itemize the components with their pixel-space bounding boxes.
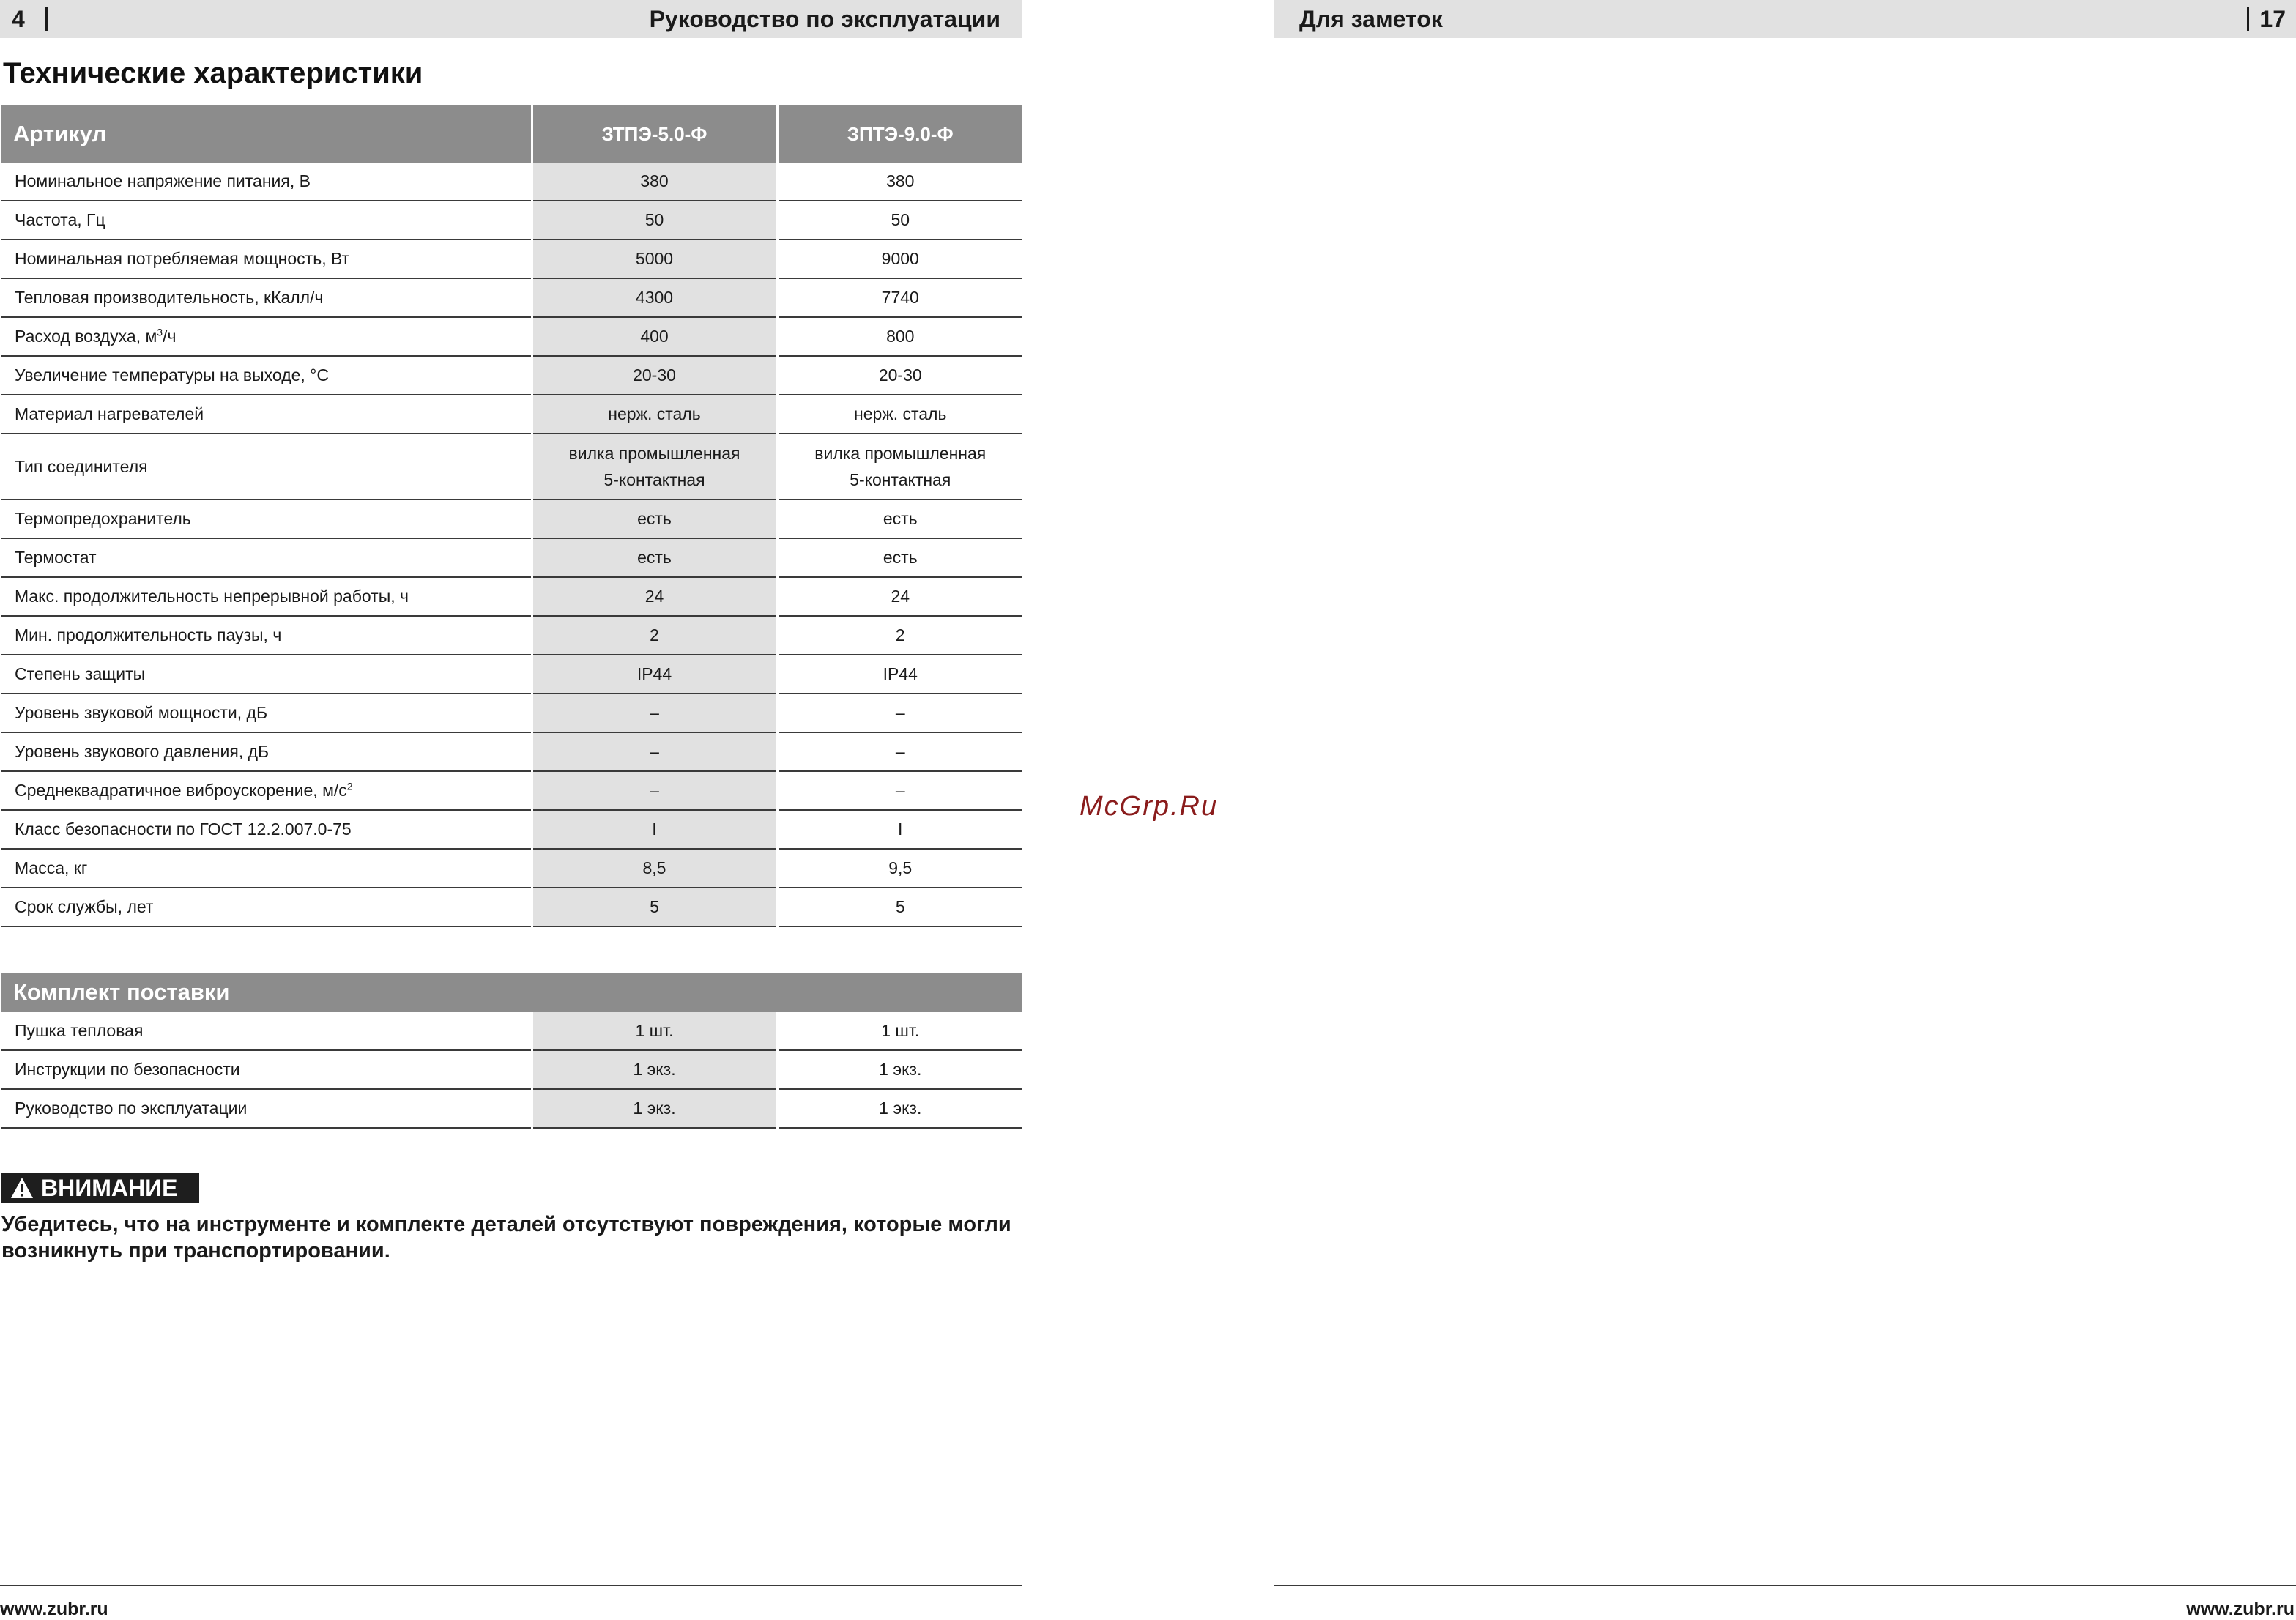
spec-name: Увеличение температуры на выходе, °C <box>1 356 532 395</box>
warning-icon <box>10 1176 34 1206</box>
kit-title: Комплект поставки <box>1 973 1022 1012</box>
spec-name <box>1 771 532 810</box>
header-title: Для заметок <box>1299 6 1443 32</box>
spec-value: 50 <box>777 201 1022 239</box>
spec-value: есть <box>777 538 1022 577</box>
spec-name: Термостат <box>1 538 532 577</box>
spec-value: – <box>777 732 1022 771</box>
spec-name-suffix: /ч <box>163 327 177 346</box>
spec-value: – <box>532 694 777 732</box>
table-row <box>1 1012 1022 1050</box>
header-title: Руководство по эксплуатации <box>649 6 1000 32</box>
table-row <box>1 577 1022 616</box>
table-row <box>1 278 1022 317</box>
table-row <box>1 771 1022 810</box>
article-header: Артикул <box>1 105 532 163</box>
spec-name: Уровень звуковой мощности, дБ <box>1 694 532 732</box>
spec-value: – <box>777 771 1022 810</box>
spec-value: 2 <box>777 616 1022 655</box>
kit-table-header <box>1 973 1022 1012</box>
spec-value: 5 <box>532 888 777 926</box>
spec-name: Масса, кг <box>1 849 532 888</box>
spec-name: Номинальная потребляемая мощность, Вт <box>1 239 532 278</box>
warning-text: Убедитесь, что на инструменте и комплекте деталей отсутствуют повреждения, которые могли возникнуть при транспортировании. <box>1 1213 1011 1263</box>
table-row <box>1 616 1022 655</box>
table-row <box>1 317 1022 356</box>
spec-name: Частота, Гц <box>1 201 532 239</box>
spec-value: – <box>532 771 777 810</box>
spec-value: I <box>532 810 777 849</box>
specs-table <box>1 105 1022 927</box>
table-row <box>1 810 1022 849</box>
page-header <box>1274 0 2296 38</box>
footer-url: www.zubr.ru <box>2186 1599 2295 1619</box>
section-title: Технические характеристики <box>3 57 423 89</box>
header-separator <box>2247 7 2249 31</box>
spec-value: 24 <box>532 577 777 616</box>
table-row <box>1 395 1022 434</box>
spec-value: 380 <box>532 163 777 201</box>
spec-value <box>777 434 1022 499</box>
spec-value: – <box>777 694 1022 732</box>
kit-item-qty: 1 экз. <box>777 1050 1022 1089</box>
spec-value: есть <box>532 499 777 538</box>
kit-table <box>1 973 1022 1129</box>
table-row <box>1 163 1022 201</box>
model-header-2: ЗПТЭ-9.0-Ф <box>777 105 1022 163</box>
table-row <box>1 655 1022 694</box>
table-row <box>1 239 1022 278</box>
spec-value: 50 <box>532 201 777 239</box>
kit-item-qty: 1 шт. <box>777 1012 1022 1050</box>
superscript: 3 <box>157 326 163 338</box>
spec-value-line: 5-контактная <box>850 470 951 489</box>
spec-name: Срок службы, лет <box>1 888 532 926</box>
footer-divider <box>1274 1585 2296 1586</box>
spec-value: есть <box>532 538 777 577</box>
spec-name: Тип соединителя <box>1 434 532 499</box>
spec-name: Термопредохранитель <box>1 499 532 538</box>
spec-value: 2 <box>532 616 777 655</box>
specs-table-header <box>1 105 1022 163</box>
spec-value: 20-30 <box>532 356 777 395</box>
spec-name: Макс. продолжительность непрерывной работы, ч <box>1 577 532 616</box>
spec-name: Мин. продолжительность паузы, ч <box>1 616 532 655</box>
spec-value: 20-30 <box>777 356 1022 395</box>
model-header-1: ЗТПЭ-5.0-Ф <box>532 105 777 163</box>
kit-item-qty: 1 экз. <box>532 1089 777 1128</box>
spec-value: I <box>777 810 1022 849</box>
kit-item-name: Пушка тепловая <box>1 1012 532 1050</box>
table-row <box>1 538 1022 577</box>
right-page <box>1274 0 2296 1618</box>
spec-value: 800 <box>777 317 1022 356</box>
table-row <box>1 201 1022 239</box>
spec-value: 5000 <box>532 239 777 278</box>
spec-value: – <box>532 732 777 771</box>
spec-value: 24 <box>777 577 1022 616</box>
table-row <box>1 732 1022 771</box>
spec-value: 8,5 <box>532 849 777 888</box>
spec-value-line: вилка промышленная <box>814 444 987 463</box>
table-row <box>1 356 1022 395</box>
warning-badge <box>1 1173 199 1203</box>
table-row <box>1 888 1022 926</box>
superscript: 2 <box>346 780 353 792</box>
spec-name: Материал нагревателей <box>1 395 532 434</box>
spec-value: 9000 <box>777 239 1022 278</box>
spec-value: нерж. сталь <box>532 395 777 434</box>
spec-value: 4300 <box>532 278 777 317</box>
kit-item-qty: 1 экз. <box>777 1089 1022 1128</box>
page-number: 4 <box>12 6 25 32</box>
spec-name <box>1 317 532 356</box>
left-page <box>0 0 1022 1618</box>
table-row <box>1 1089 1022 1128</box>
spec-value: 5 <box>777 888 1022 926</box>
spec-name: Уровень звукового давления, дБ <box>1 732 532 771</box>
spec-value <box>532 434 777 499</box>
page-number: 17 <box>2259 6 2286 32</box>
spec-value-line: 5-контактная <box>603 470 705 489</box>
warning-label: ВНИМАНИЕ <box>41 1175 178 1201</box>
kit-item-name: Руководство по эксплуатации <box>1 1089 532 1128</box>
footer-url: www.zubr.ru <box>0 1599 108 1619</box>
spec-name: Тепловая производительность, кКалл/ч <box>1 278 532 317</box>
spec-value-line: вилка промышленная <box>568 444 740 463</box>
kit-item-qty: 1 шт. <box>532 1012 777 1050</box>
spec-name-text: Расход воздуха, м <box>15 327 157 346</box>
spec-name: Номинальное напряжение питания, В <box>1 163 532 201</box>
spec-name: Степень защиты <box>1 655 532 694</box>
table-row <box>1 1050 1022 1089</box>
spec-value: IP44 <box>777 655 1022 694</box>
table-row <box>1 434 1022 499</box>
spec-value: 400 <box>532 317 777 356</box>
kit-item-name: Инструкции по безопасности <box>1 1050 532 1089</box>
kit-item-qty: 1 экз. <box>532 1050 777 1089</box>
spec-value: 380 <box>777 163 1022 201</box>
table-row <box>1 694 1022 732</box>
spec-value: есть <box>777 499 1022 538</box>
table-row <box>1 849 1022 888</box>
table-row <box>1 499 1022 538</box>
spec-value: 7740 <box>777 278 1022 317</box>
spec-name-text: Среднеквадратичное виброускорение, м/с <box>15 781 347 800</box>
spec-value: IP44 <box>532 655 777 694</box>
spec-name: Класс безопасности по ГОСТ 12.2.007.0-75 <box>1 810 532 849</box>
spec-value: 9,5 <box>777 849 1022 888</box>
page-header <box>0 0 1022 38</box>
watermark: McGrp.Ru <box>1080 791 1219 822</box>
spec-value: нерж. сталь <box>777 395 1022 434</box>
footer-divider <box>0 1585 1022 1586</box>
header-separator <box>45 7 48 31</box>
